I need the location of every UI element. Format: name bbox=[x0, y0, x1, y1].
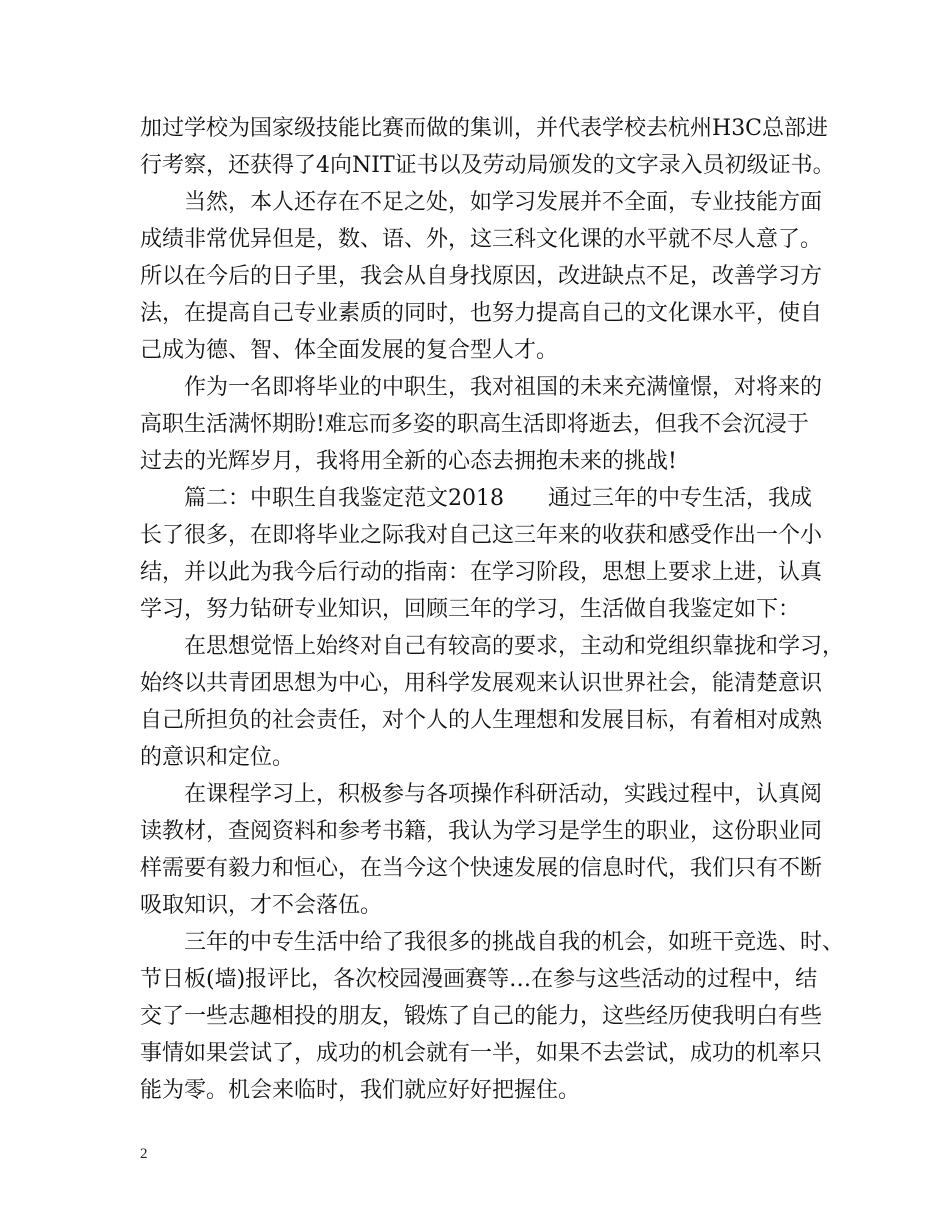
text-line: 能为零。机会来临时，我们就应好好把握住。 bbox=[140, 1078, 581, 1103]
text-line: 高职生活满怀期盼!难忘而多姿的职高生活即将逝去，但我不会沉浸于 bbox=[140, 412, 809, 437]
paragraph-start-line: 三年的中专生活中给了我很多的挑战自我的机会，如班干竞选、时、 bbox=[184, 930, 845, 955]
text-line: 行考察，还获得了4向NIT证书以及劳动局颁发的文字录入员初级证书。 bbox=[140, 153, 835, 178]
text-line: 读教材，查阅资料和参考书籍，我认为学习是学生的职业，这份职业同 bbox=[140, 819, 823, 844]
text-line: 加过学校为国家级技能比赛而做的集训，并代表学校去杭州H3C总部进 bbox=[140, 116, 829, 141]
text-line: 自己所担负的社会责任，对个人的人生理想和发展目标，有着相对成熟 bbox=[140, 708, 823, 733]
text-line: 过去的光辉岁月，我将用全新的心态去拥抱未来的挑战! bbox=[140, 449, 677, 474]
text-line: 己成为德、智、体全面发展的复合型人才。 bbox=[140, 338, 559, 363]
text-line: 法，在提高自己专业素质的同时，也努力提高自己的文化课水平，使自 bbox=[140, 301, 823, 326]
text-line: 事情如果尝试了，成功的机会就有一半，如果不去尝试，成功的机率只 bbox=[140, 1041, 823, 1066]
text-line: 所以在今后的日子里，我会从自身找原因，改进缺点不足，改善学习方 bbox=[140, 264, 823, 289]
text-line: 始终以共青团思想为中心，用科学发展观来认识世界社会，能清楚意识 bbox=[140, 671, 823, 696]
text-line: 结，并以此为我今后行动的指南：在学习阶段，思想上要求上进，认真 bbox=[140, 560, 823, 585]
paragraph-start-line: 在课程学习上，积极参与各项操作科研活动，实践过程中，认真阅 bbox=[184, 782, 823, 807]
page-number: 2 bbox=[140, 1146, 148, 1162]
text-line: 吸取知识，才不会落伍。 bbox=[140, 893, 383, 918]
paragraph-start-line: 当然，本人还存在不足之处，如学习发展并不全面，专业技能方面 bbox=[184, 190, 823, 215]
text-line: 的意识和定位。 bbox=[140, 745, 295, 770]
body-text bbox=[140, 110, 845, 1109]
text-line: 样需要有毅力和恒心，在当今这个快速发展的信息时代，我们只有不断 bbox=[140, 856, 823, 881]
text-line: 成绩非常优异但是，数、语、外，这三科文化课的水平就不尽人意了。 bbox=[140, 227, 823, 252]
paragraph-start-line: 在思想觉悟上始终对自己有较高的要求，主动和党组织靠拢和学习， bbox=[184, 634, 845, 659]
text-line: 学习，努力钻研专业知识，回顾三年的学习，生活做自我鉴定如下： bbox=[140, 597, 801, 622]
text-line: 长了很多，在即将毕业之际我对自己这三年来的收获和感受作出一个小 bbox=[140, 523, 823, 548]
paragraph-start-line: 篇二：中职生自我鉴定范文2018 通过三年的中专生活，我成 bbox=[184, 486, 812, 511]
text-line: 交了一些志趣相投的朋友，锻炼了自己的能力，这些经历使我明白有些 bbox=[140, 1004, 823, 1029]
paragraph-start-line: 作为一名即将毕业的中职生，我对祖国的未来充满憧憬，对将来的 bbox=[184, 375, 823, 400]
text-line: 节日板(墙)报评比，各次校园漫画赛等…在参与这些活动的过程中，结 bbox=[140, 967, 818, 992]
